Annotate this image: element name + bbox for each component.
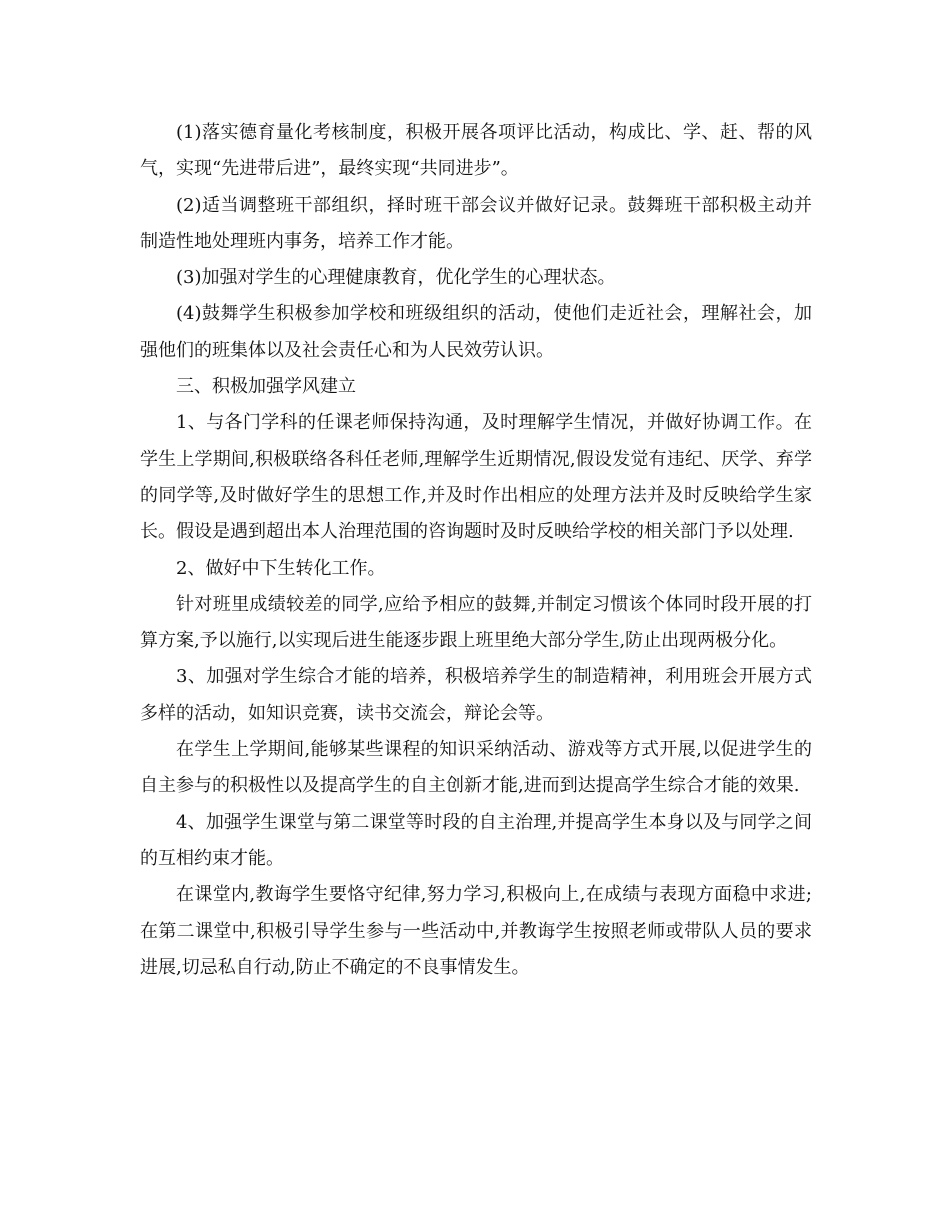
paragraph-10: 在学生上学期间,能够某些课程的知识采纳活动、游戏等方式开展,以促进学生的自主参与的积极性以及提高学生的自主创新才能,进而到达提高学生综合才能的效果.	[140, 739, 812, 797]
paragraph-4: (4)鼓舞学生积极参加学校和班级组织的活动，使他们走近社会，理解社会，加强他们的班集体以及社会责任心和为人民效劳认识。	[140, 303, 812, 361]
paragraph-3: (3)加强对学生的心理健康教育，优化学生的心理状态。	[176, 267, 616, 289]
paragraph-11: 4、加强学生课堂与第二课堂等时段的自主治理,并提高学生本身以及与同学之间的互相约束才能。	[140, 811, 812, 869]
section-heading: 三、积极加强学风建立	[176, 376, 356, 398]
paragraph-8: 针对班里成绩较差的同学,应给予相应的鼓舞,并制定习惯该个体同时段开展的打算方案,予以施行,以实现后进生能逐步跟上班里绝大部分学生,防止出现两极分化。	[140, 593, 812, 652]
paragraph-2: (2)适当调整班干部组织，择时班干部会议并做好记录。鼓舞班干部积极主动并制造性地处理班内事务，培养工作才能。	[140, 194, 812, 252]
paragraph-12: 在课堂内,教诲学生要恪守纪律,努力学习,积极向上,在成绩与表现方面稳中求进;在第二课堂中,积极引导学生参与一些活动中,并教诲学生按照老师或带队人员的要求进展,切忌私自行动,防止不确定的不良事情发生。	[140, 884, 812, 978]
paragraph-1: (1)落实德育量化考核制度，积极开展各项评比活动，构成比、学、赶、帮的风气，实现“先进带后进”，最终实现“共同进步”。	[140, 122, 812, 180]
document-body	[140, 115, 812, 986]
paragraph-7: 2、做好中下生转化工作。	[176, 557, 386, 579]
paragraph-6: 1、与各门学科的任课老师保持沟通，及时理解学生情况，并做好协调工作。在学生上学期间,积极联络各科任老师,理解学生近期情况,假设发觉有违纪、厌学、弃学的同学等,及时做好学生的思想工作,并及时作出相应的处理方法并及时反映给学生家长。假设是遇到超出本人治理范围的咨询题时及时反映给学校的相关部门予以处理.	[140, 412, 812, 543]
paragraph-9: 3、加强对学生综合才能的培养，积极培养学生的制造精神，利用班会开展方式多样的活动，如知识竞赛，读书交流会，辩论会等。	[140, 666, 812, 724]
